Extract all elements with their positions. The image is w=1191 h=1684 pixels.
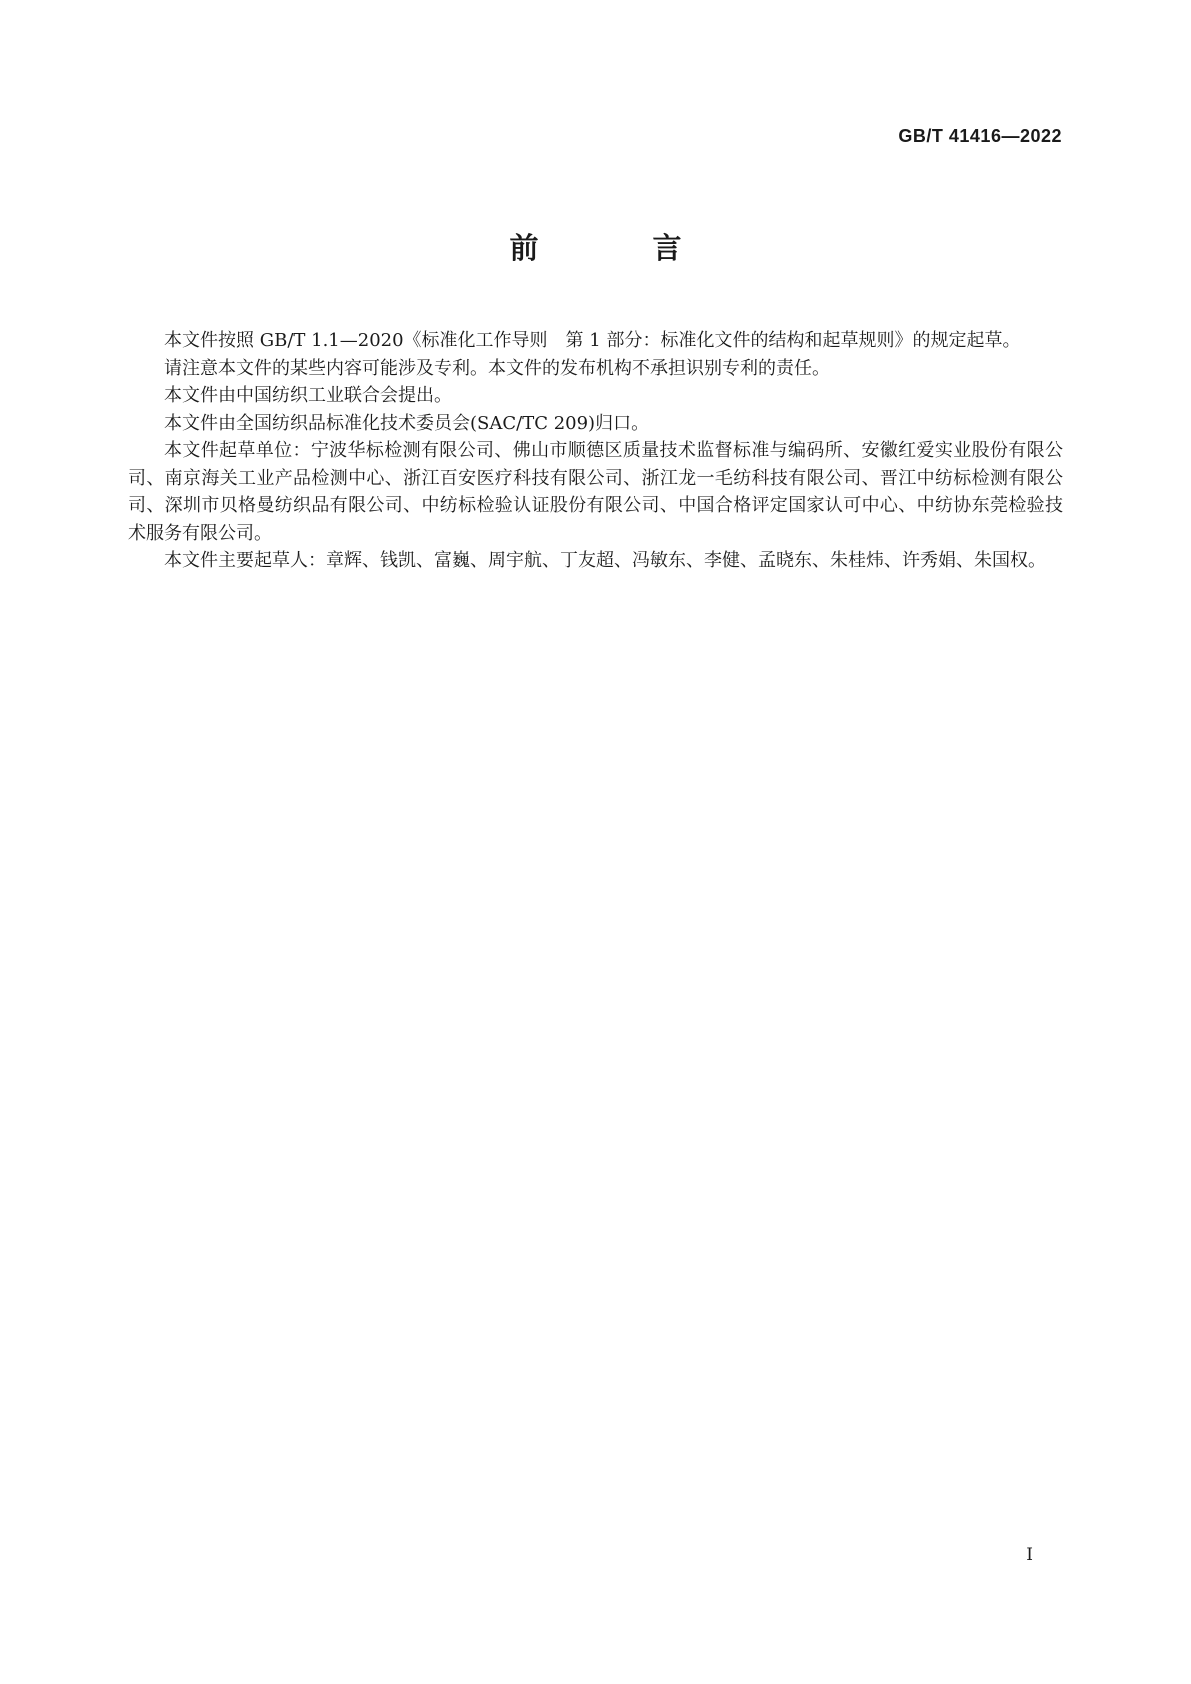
paragraph-drafting-organizations: 本文件起草单位：宁波华标检测有限公司、佛山市顺德区质量技术监督标准与编码所、安徽红爱实业股份有限公司、南京海关工业产品检测中心、浙江百安医疗科技有限公司、浙江龙一毛纺科技有限公司、晋江中纺标检测有限公司、深圳市贝格曼纺织品有限公司、中纺标检验认证股份有限公司、中国合格评定国家认可中心、中纺协东莞检验技术服务有限公司。 bbox=[128, 440, 1063, 544]
paragraph-drafters: 本文件主要起草人：章辉、钱凯、富巍、周宇航、丁友超、冯敏东、李健、孟晓东、朱桂炜、许秀娟、朱国权。 bbox=[164, 550, 1046, 571]
paragraph-technical-committee: 本文件由全国纺织品标准化技术委员会(SAC/TC 209)归口。 bbox=[164, 412, 650, 434]
paragraph-patent-notice: 请注意本文件的某些内容可能涉及专利。本文件的发布机构不承担识别专利的责任。 bbox=[164, 357, 830, 379]
foreword-body bbox=[128, 327, 1063, 575]
page-number: I bbox=[1026, 1545, 1033, 1565]
paragraph-proposer: 本文件由中国纺织工业联合会提出。 bbox=[164, 385, 452, 406]
paragraph-drafting-rules: 本文件按照 GB/T 1.1—2020《标准化工作导则 第 1 部分：标准化文件的结构和起草规则》的规定起草。 bbox=[164, 330, 1021, 351]
page-title: 前 言 bbox=[509, 231, 734, 265]
standard-number: GB/T 41416—2022 bbox=[898, 126, 1062, 146]
